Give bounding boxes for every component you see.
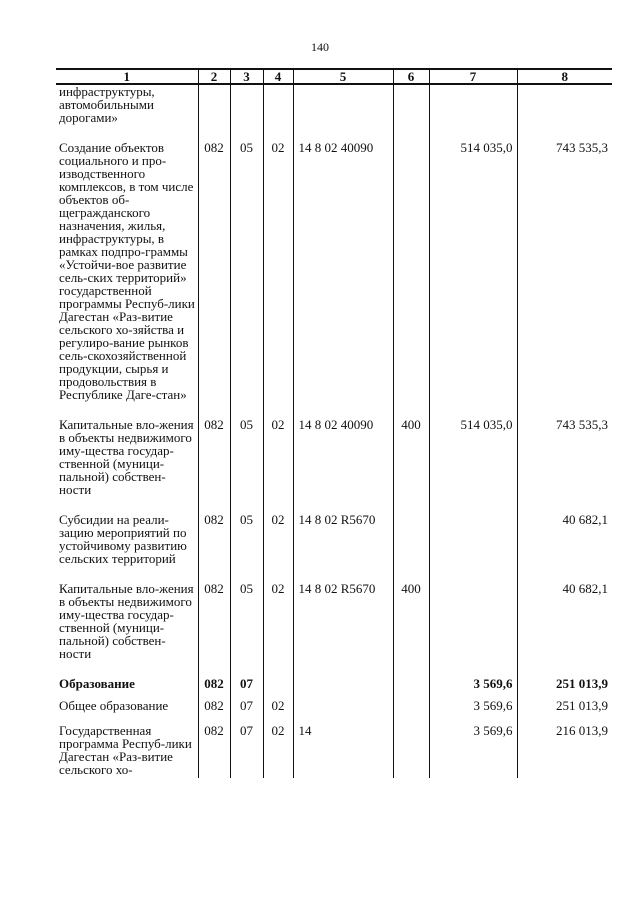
- cell-expense-type: [393, 699, 429, 724]
- cell-target-item: [293, 677, 393, 699]
- column-header: 8: [517, 69, 612, 84]
- table-header-row: [56, 69, 612, 84]
- cell-subsection: 02: [263, 699, 293, 724]
- cell-section: 05: [230, 141, 263, 418]
- cell-target-item: [293, 84, 393, 141]
- cell-amount-8: [517, 84, 612, 141]
- cell-subsection: [263, 84, 293, 141]
- column-header: 4: [263, 69, 293, 84]
- column-header: 6: [393, 69, 429, 84]
- column-header: 2: [198, 69, 230, 84]
- cell-admin-code: [198, 84, 230, 141]
- cell-expense-type: 400: [393, 582, 429, 677]
- cell-target-item: [293, 699, 393, 724]
- table-row: [56, 418, 612, 513]
- row-name: Общее образование: [59, 698, 169, 713]
- cell-amount-7: 3 569,6: [429, 724, 517, 778]
- cell-target-item: 14 8 02 40090: [293, 141, 393, 418]
- cell-admin-code: 082: [198, 724, 230, 778]
- page-number: 140: [311, 40, 329, 54]
- cell-amount-8: 40 682,1: [517, 582, 612, 677]
- cell-amount-7: [429, 513, 517, 582]
- cell-target-item: 14 8 02 40090: [293, 418, 393, 513]
- cell-amount-8: 251 013,9: [517, 677, 612, 699]
- cell-subsection: 02: [263, 418, 293, 513]
- cell-amount-7: [429, 582, 517, 677]
- cell-amount-8: 40 682,1: [517, 513, 612, 582]
- cell-amount-8: 251 013,9: [517, 699, 612, 724]
- cell-subsection: 02: [263, 724, 293, 778]
- cell-expense-type: [393, 724, 429, 778]
- cell-amount-7: 3 569,6: [429, 677, 517, 699]
- cell-amount-8: 743 535,3: [517, 141, 612, 418]
- column-header: 3: [230, 69, 263, 84]
- cell-target-item: 14 8 02 R5670: [293, 582, 393, 677]
- cell-subsection: 02: [263, 582, 293, 677]
- cell-section: [230, 84, 263, 141]
- cell-expense-type: [393, 141, 429, 418]
- table-row: [56, 677, 612, 699]
- cell-expense-type: 400: [393, 418, 429, 513]
- table-row: [56, 513, 612, 582]
- cell-amount-8: 743 535,3: [517, 418, 612, 513]
- cell-section: 07: [230, 677, 263, 699]
- cell-expense-type: [393, 84, 429, 141]
- cell-section: 05: [230, 513, 263, 582]
- budget-table: [56, 68, 612, 778]
- cell-subsection: 02: [263, 141, 293, 418]
- table-row: [56, 724, 612, 778]
- table-row: [56, 699, 612, 724]
- cell-amount-7: [429, 84, 517, 141]
- table-row: [56, 582, 612, 677]
- cell-target-item: 14: [293, 724, 393, 778]
- table-row: [56, 84, 612, 141]
- column-header: 1: [56, 69, 198, 84]
- cell-target-item: 14 8 02 R5670: [293, 513, 393, 582]
- cell-expense-type: [393, 513, 429, 582]
- cell-admin-code: 082: [198, 513, 230, 582]
- cell-section: 05: [230, 582, 263, 677]
- row-name: Капитальные вло-жения в объекты недвижимого иму-щества государ-ственной (муници-пальной) собствен-ности: [59, 581, 194, 661]
- cell-section: 07: [230, 724, 263, 778]
- cell-admin-code: 082: [198, 677, 230, 699]
- row-name: инфраструктуры, автомобильными дорогами»: [59, 84, 155, 125]
- cell-amount-8: 216 013,9: [517, 724, 612, 778]
- cell-admin-code: 082: [198, 141, 230, 418]
- cell-admin-code: 082: [198, 582, 230, 677]
- column-header: 5: [293, 69, 393, 84]
- cell-amount-7: 514 035,0: [429, 141, 517, 418]
- cell-expense-type: [393, 677, 429, 699]
- row-name: Образование: [59, 676, 135, 691]
- cell-section: 05: [230, 418, 263, 513]
- row-name: Государственная программа Респуб-лики Дагестан «Раз-витие сельского хо-: [59, 723, 192, 777]
- cell-admin-code: 082: [198, 418, 230, 513]
- cell-admin-code: 082: [198, 699, 230, 724]
- table-row: [56, 141, 612, 418]
- row-name: Субсидии на реали-зацию мероприятий по устойчивому развитию сельских территорий: [59, 512, 187, 566]
- cell-amount-7: 514 035,0: [429, 418, 517, 513]
- row-name: Капитальные вло-жения в объекты недвижимого иму-щества государ-ственной (муници-пальной) собствен-ности: [59, 417, 194, 497]
- budget-table-wrapper: [56, 68, 612, 778]
- row-name: Создание объектов социального и про-изводственного комплексов, в том числе объектов об-щегражданского назначения, жилья, инфраструктуры, в рамках подпро-граммы «Устойчи-вое развитие сель-ских территорий» государственной программы Респуб-лики Дагестан «Раз-витие сельского хо-зяйства и регулиро-вание рынков сель-скохозяйственной продукции, сырья и продовольствия в Республике Даге-стан»: [59, 140, 195, 402]
- cell-subsection: [263, 677, 293, 699]
- column-header: 7: [429, 69, 517, 84]
- cell-amount-7: 3 569,6: [429, 699, 517, 724]
- cell-subsection: 02: [263, 513, 293, 582]
- cell-section: 07: [230, 699, 263, 724]
